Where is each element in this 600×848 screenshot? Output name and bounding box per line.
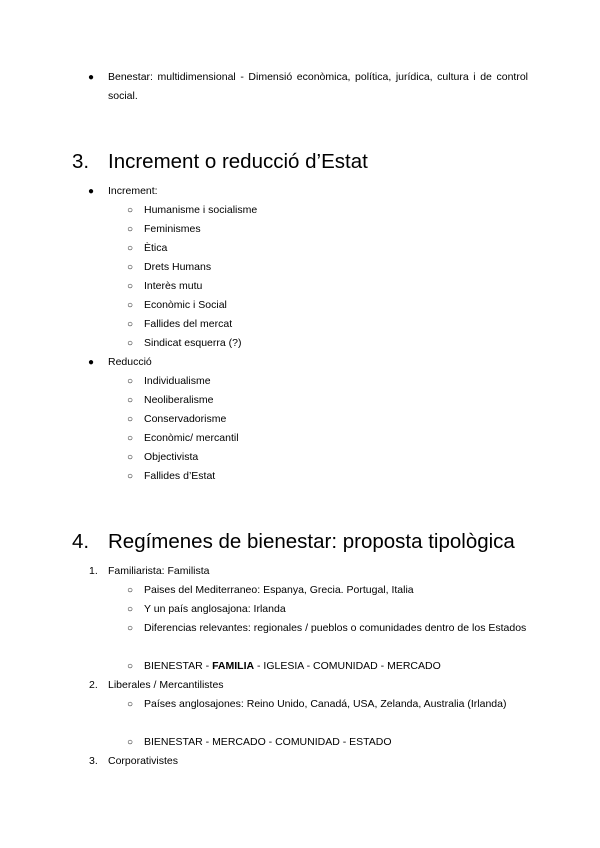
list-item: ○ Ètica [72,239,528,258]
bullet-marker: ● [88,186,95,197]
list-item: ○ Objectivista [72,448,528,467]
list-item: ○ Diferencias relevantes: regionales / pueblos o comunidades dentro de los Estados [72,619,528,638]
circle-bullet-marker: ○ [127,433,134,444]
circle-bullet-marker: ○ [127,699,134,710]
section-3-heading [72,149,528,175]
circle-bullet-marker: ○ [127,737,134,748]
bullet-marker: ● [88,72,95,83]
numbered-item-liberales [72,676,528,695]
list-item: ○ Drets Humans [72,258,528,277]
list-item: ○ Interès mutu [72,277,528,296]
familia-bold: FAMILIA [212,660,255,672]
list-item: ○ Y un país anglosajona: Irlanda [72,600,528,619]
numbered-item-familiarista [72,562,528,581]
list-item: ○ BIENESTAR - MERCADO - COMUNIDAD - ESTADO [72,733,528,752]
list-item: ○ Conservadorisme [72,410,528,429]
numbered-item-label: Corporativistes [108,755,179,767]
circle-bullet-marker: ○ [127,585,134,596]
list-item: ○ Econòmic/ mercantil [72,429,528,448]
circle-bullet-marker: ○ [127,262,134,273]
reduccio-group-label [72,353,528,372]
numbered-item-label: Familiarista: Familista [108,565,210,577]
list-item: ○ Países anglosajones: Reino Unido, Canadá, USA, Zelanda, Australia (Irlanda) [72,695,528,714]
list-number: 1. [89,565,98,577]
circle-bullet-marker: ○ [127,338,134,349]
circle-bullet-marker: ○ [127,395,134,406]
circle-bullet-marker: ○ [127,205,134,216]
list-item [72,657,528,676]
circle-bullet-marker: ○ [127,623,134,634]
group-label: Increment: [108,185,158,197]
section-3-number: 3. [72,150,90,173]
list-item: ○ Feminismes [72,220,528,239]
intro-bullet [72,68,528,106]
list-item: ○ Paises del Mediterraneo: Espanya, Grecia. Portugal, Italia [72,581,528,600]
list-item: ○ Humanisme i socialisme [72,201,528,220]
list-item: ○ Individualisme [72,372,528,391]
section-3-title: Increment o reducció d’Estat [108,150,368,173]
circle-bullet-marker: ○ [127,471,134,482]
section-4-number: 4. [72,530,90,553]
list-number: 2. [89,679,98,691]
circle-bullet-marker: ○ [127,604,134,615]
circle-bullet-marker: ○ [127,300,134,311]
list-item: ○ Sindicat esquerra (?) [72,334,528,353]
circle-bullet-marker: ○ [127,376,134,387]
list-item: ○ Econòmic i Social [72,296,528,315]
list-item: ○ Fallides d’Estat [72,467,528,486]
list-item: ○ Neoliberalisme [72,391,528,410]
circle-bullet-marker: ○ [127,661,134,672]
intro-bullet-text: Benestar: multidimensional - Dimensió econòmica, política, jurídica, cultura i de control social. [108,71,528,102]
bienestar-familia-line: BIENESTAR - FAMILIA - IGLESIA - COMUNIDAD - MERCADO [144,660,441,672]
increment-group-label [72,182,528,201]
circle-bullet-marker: ○ [127,319,134,330]
section-4-heading [72,529,528,555]
circle-bullet-marker: ○ [127,281,134,292]
list-item: ○ Fallides del mercat [72,315,528,334]
numbered-item-label: Liberales / Mercantilistes [108,679,224,691]
circle-bullet-marker: ○ [127,224,134,235]
section-4-title: Regímenes de bienestar: proposta tipològica [108,530,515,553]
list-number: 3. [89,755,98,767]
circle-bullet-marker: ○ [127,414,134,425]
circle-bullet-marker: ○ [127,243,134,254]
circle-bullet-marker: ○ [127,452,134,463]
bullet-marker: ● [88,357,95,368]
numbered-item-corporativistes [72,752,528,771]
group-label: Reducció [108,356,152,368]
